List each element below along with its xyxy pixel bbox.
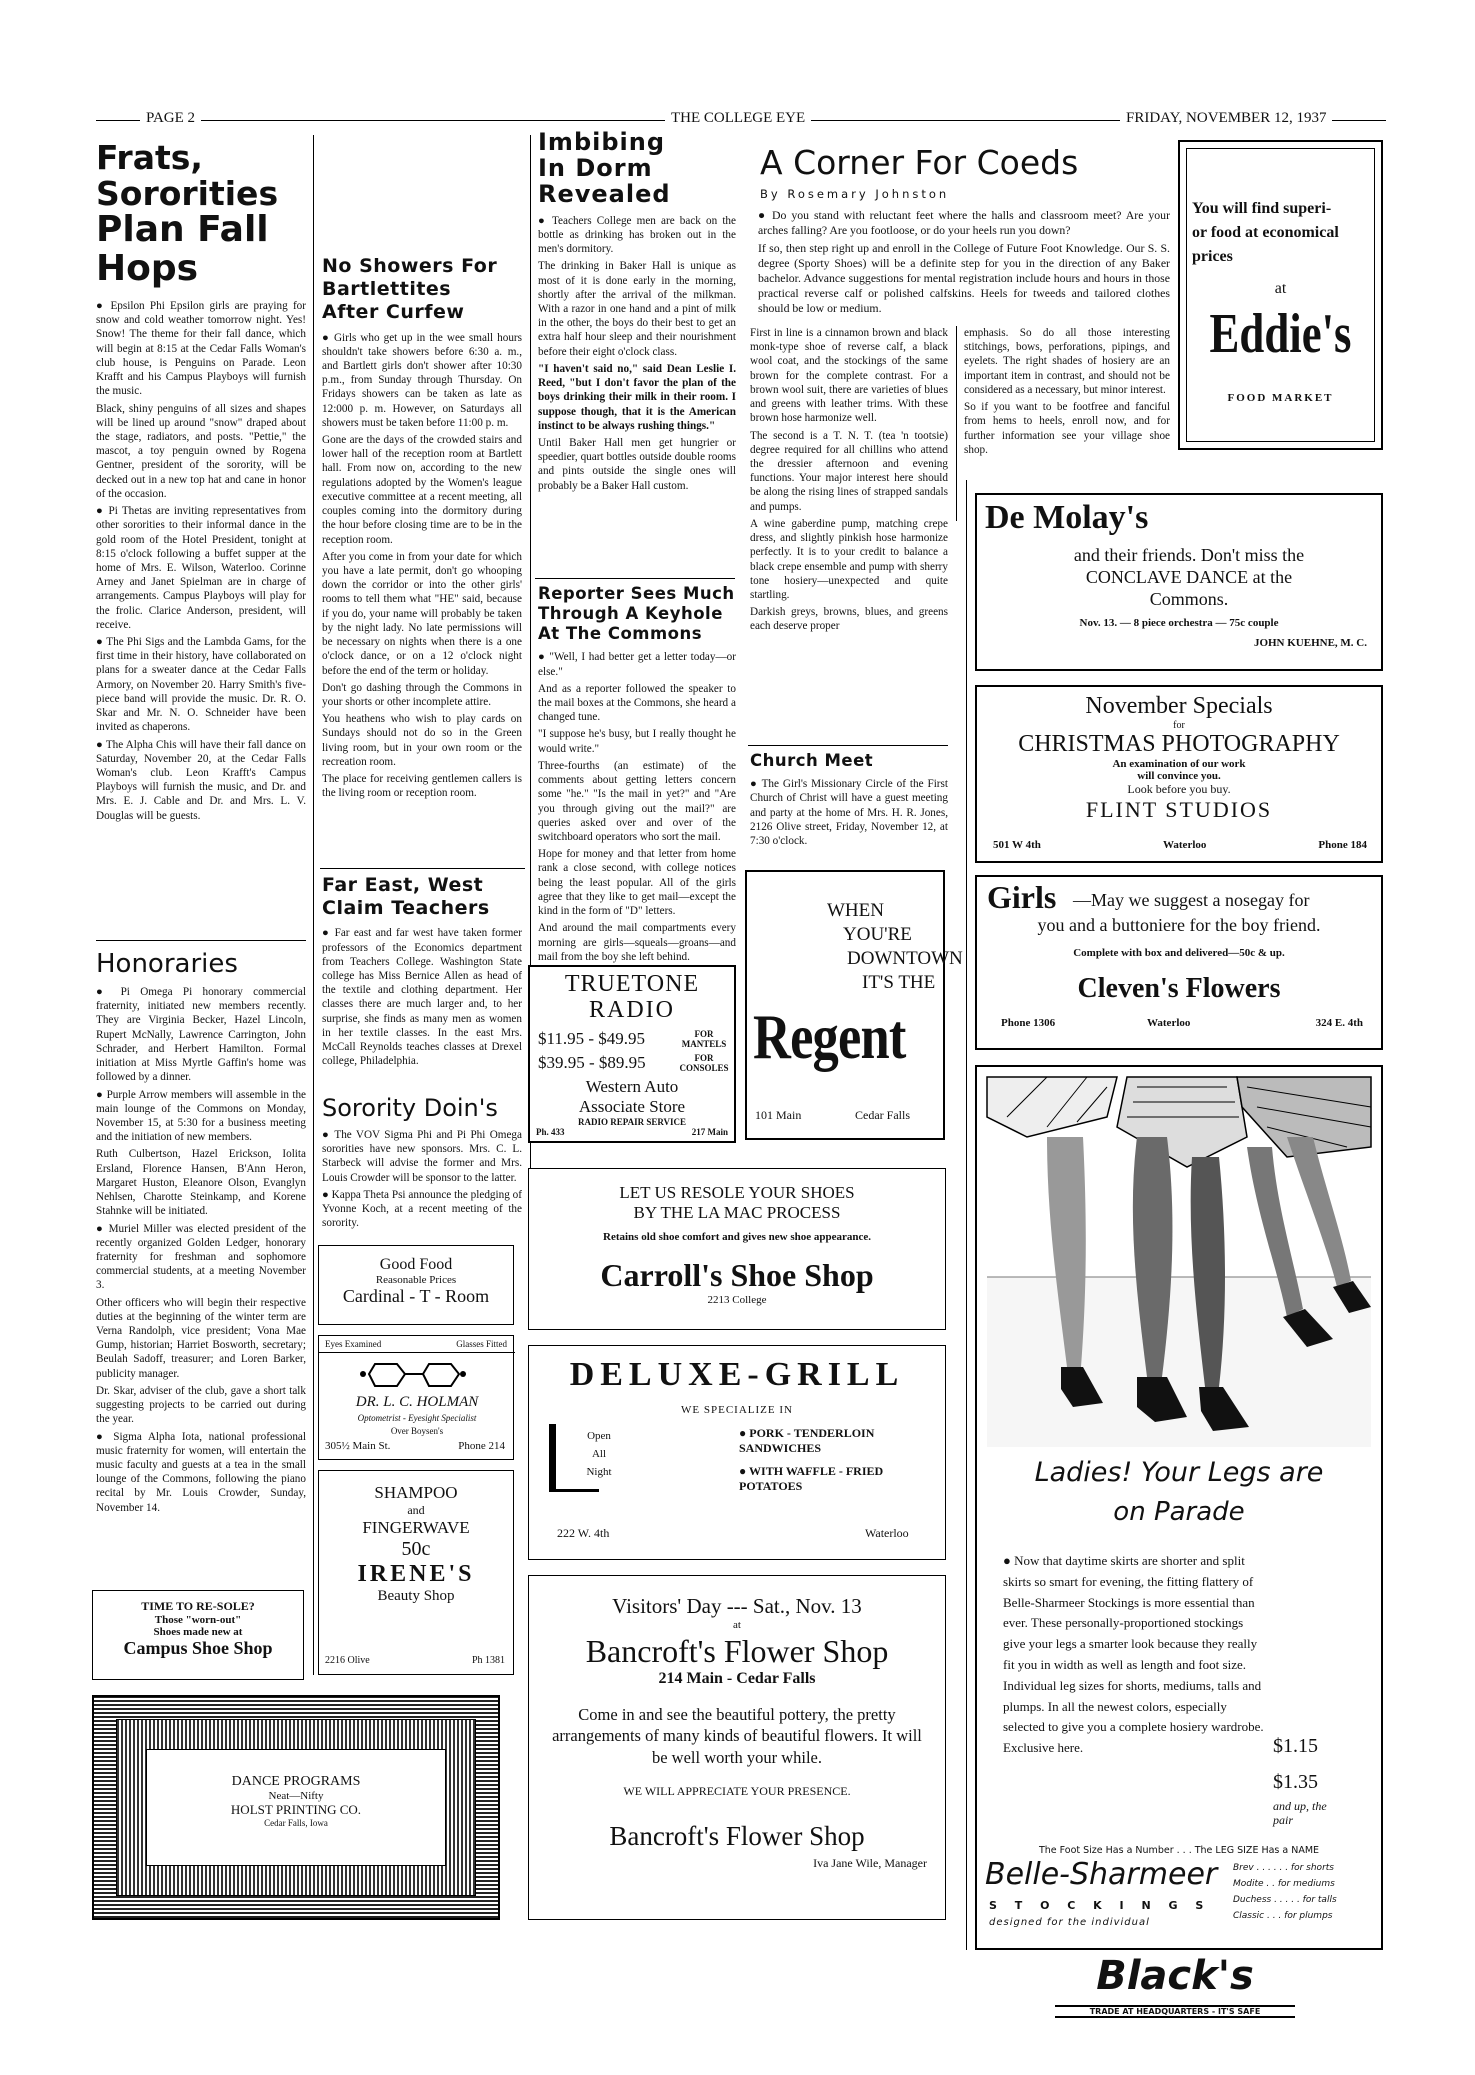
regent-line3: DOWNTOWN	[847, 948, 963, 969]
bancroft-at: at	[733, 1619, 741, 1631]
regent-ad	[745, 870, 963, 1140]
irene-name: IRENE'S	[357, 1561, 475, 1587]
bancroft-flower-ad	[528, 1575, 946, 1920]
frats-headline-2: Plan Fall Hops	[96, 209, 269, 290]
blacks-store-tag: TRADE AT HEADQUARTERS - IT'S SAFE	[1055, 2005, 1295, 2018]
deluxe-address: 222 W. 4th	[557, 1526, 610, 1540]
blacks-price2: $1.35	[1273, 1771, 1318, 1793]
eddies-line2: or food at economical	[1192, 224, 1339, 241]
showers-para-6: The place for receiving gentlemen callers is the living room or reception room.	[322, 773, 522, 800]
corner-para-6: Darkish greys, browns, blues, and greens each deserve proper	[750, 606, 948, 633]
deluxe-city: Waterloo	[865, 1526, 909, 1540]
imbibing-article	[538, 130, 736, 575]
reporter-para-3: "I suppose he's busy, but I really thought he would write."	[538, 728, 736, 755]
holman-phone: Phone 214	[458, 1440, 505, 1452]
blacks-body: ● Now that daytime skirts are shorter and split skirts so smart for evening, the fitting flattery of Belle-Sharmeer Stockings is more essential than ever. These personally-proportioned stockings give your legs a smarter look because they really fit you in width as well as length and foot size. Individual leg sizes for shorts, mediums, talls and plumps. In all the newest colors, especially selected to give you a complete hosiery wardrobe. Exclusive here.	[1003, 1553, 1264, 1756]
truetone-type2: FOR CONSOLES	[679, 1053, 729, 1073]
blacks-title-1: Ladies! Your Legs are	[1034, 1457, 1324, 1488]
campus-shoe-name: Campus Shoe Shop	[123, 1638, 273, 1658]
frats-para-2: Black, shiny penguins of all sizes and shapes will be lined up around "snow" draped about the stage, radiators, and posts. "Pettie," the mascot, a toy penguin owned by Rogena Gentner, president of the sorority, will be decked out in a new top hat and cane in honor of the occasion.	[96, 402, 306, 500]
corner-para-5: A wine gaberdine pump, matching crepe dress, and slightly pinkish hose harmonize perfectly. It is to your credit to balance a black crepe ensemble and pump with sherry tone hosiery—unexpected and quite startling.	[750, 517, 948, 601]
demolay-line1: and their friends. Don't miss the	[1073, 545, 1305, 565]
blacks-stockings: S T O C K I N G S	[989, 1899, 1211, 1912]
truetone-radio-ad	[528, 965, 736, 1143]
demolay-line4: Nov. 13. — 8 piece orchestra — 75c couple	[1079, 617, 1279, 629]
demolay-ad	[975, 493, 1383, 671]
campus-shoe-ad	[92, 1590, 304, 1680]
carroll-address: 2213 College	[707, 1294, 767, 1306]
holst-line4: Cedar Falls, Iowa	[264, 1818, 328, 1828]
corner-cont-1: emphasis. So do all those interesting stitchings, bows, perforations, pipings, and eyelets. The right shades of hosiery are an important item in contrast, and should not be considered as a necessary, but minor interest.	[964, 327, 1170, 396]
showers-headline-3: After Curfew	[322, 301, 465, 324]
regent-address: 101 Main	[755, 1108, 802, 1122]
irene-sub: Beauty Shop	[377, 1588, 455, 1604]
corner-byline: By Rosemary Johnston	[760, 187, 950, 201]
deluxe-item2-text: WITH WAFFLE - FRIED POTATOES	[739, 1464, 884, 1493]
imbibing-para-2: The drinking in Baker Hall is unique as most of it is done early in the morning, shortly after the arrival of the milkman. With a razor in one hand and a pint of milk in the other, the boys do their best to get an extra half hour sleep and their nourishment before their eight o'clock class.	[538, 260, 736, 358]
blacks-price-note: and up, the pair	[1273, 1799, 1327, 1828]
blacks-size-3: Duchess . . . . . for talls	[1233, 1895, 1337, 1905]
bancroft-line1: Visitors' Day --- Sat., Nov. 13	[612, 1594, 862, 1618]
issue-date: FRIDAY, NOVEMBER 12, 1937	[1120, 110, 1332, 127]
flint-line3: CHRISTMAS PHOTOGRAPHY	[1018, 731, 1340, 757]
showers-para-4: Don't go dashing through the Commons in your shorts or other incomplete attire.	[322, 681, 522, 708]
reporter-para-4: Three-fourths (an estimate) of the comments about getting letters concern some "he." "Is the mail in yet?" and "Are you through giving out the mail?" are queries asked over and over of the switchboard operators who sort the mail.	[538, 759, 736, 843]
honoraries-para-2: ● Purple Arrow members will assemble in the main lounge of the Commons on Monday, November 15, at 5:30 for a business meeting and the initiation of new members.	[96, 1088, 306, 1144]
showers-para-3: After you come in from your date for which you have a late permit, don't go whooping down the corridor or into the other girls' rooms to tell them what "HE" said, because if you do, your name will probably be taken by the night lady. No late permissions will be necessary on nights when there is a one o'clock dance, or on a 12 o'clock night before the end of the term or holiday.	[322, 550, 522, 677]
imbibing-headline-2: In Dorm	[538, 153, 653, 182]
frats-para-3: ● Pi Thetas are inviting representatives from other sororities to their informal dance in the gold room of the Hotel President, tonight at 8:15 o'clock following a buffet supper at the home of Mrs. E. Wilson, Waterloo. Corinne Arney and Janet Spielman are in charge of arrangements. Campus Playboys will play for the frolic. Clarice Anderson, president, will receive.	[96, 505, 306, 631]
bancroft-address: 214 Main - Cedar Falls	[658, 1670, 816, 1687]
honoraries-headline: Honoraries	[96, 949, 238, 979]
corner-col-left	[750, 326, 948, 741]
eddies-ad	[1178, 140, 1383, 450]
flint-city: Waterloo	[1163, 839, 1207, 851]
blacks-tagline: The Foot Size Has a Number . . . The LEG SIZE Has a NAME	[1038, 1845, 1320, 1856]
eddies-line1: You will find superi-	[1192, 200, 1332, 217]
holman-name: DR. L. C. HOLMAN	[355, 1394, 479, 1410]
truetone-line1: TRUETONE	[564, 971, 700, 997]
sorority-para-2: ● Kappa Theta Psi announce the pledging of Yvonne Koch, at a recent meeting of the sorority.	[322, 1188, 522, 1230]
deluxe-grill-ad	[528, 1345, 946, 1560]
holman-over: Over Boysen's	[390, 1426, 444, 1436]
frats-para-1: ● Epsilon Phi Epsilon girls are praying for snow and cold weather tomorrow night. Yes! Snow! The theme for their fall dance, which will begin at 8:15 at the Cedar Falls Woman's club house, is Penguins on Parade. Leon Krafft and his Campus Playboys will furnish the music.	[96, 300, 306, 398]
truetone-name1: Western Auto	[585, 1077, 679, 1096]
corner-para-3: First in line is a cinnamon brown and black monk-type shoe of reverse calf, a black wool coat, and the stockings of the same brown for the complete contrast. For a brown wool suit, there are varieties of blues and greens with leather trims. With these brown hose harmonize well.	[750, 327, 948, 425]
cleven-phone: Phone 1306	[1001, 1017, 1056, 1029]
deluxe-sub: WE SPECIALIZE IN	[681, 1404, 793, 1416]
cleven-address: 324 E. 4th	[1315, 1017, 1363, 1029]
imbibing-para-3: "I haven't said no," said Dean Leslie I. Reed, "but I don't favor the plan of the boys drinking their milk in their room. I suppose though, that it is the American instinct to be always rushing things."	[538, 362, 736, 432]
frats-article	[96, 140, 306, 930]
bancroft-manager: Iva Jane Wile, Manager	[813, 1856, 927, 1871]
blacks-brand: Belle-Sharmeer	[985, 1857, 1218, 1892]
bancroft-line2: WE WILL APPRECIATE YOUR PRESENCE.	[623, 1784, 851, 1799]
regent-line2: YOU'RE	[843, 924, 912, 945]
reporter-para-5: Hope for money and that letter from home rank a close second, with college notices being the least popular. All of the girls agree that they like to get mail—except the kind in the form of "D" letters.	[538, 848, 736, 918]
corner-para-1: ● Do you stand with reluctant feet where the halls and classroom meet? Are your arches falling? Are you footloose, or do your heels run you down?	[758, 208, 1170, 237]
demolay-name: De Molay's	[985, 499, 1149, 536]
deluxe-item1-text: PORK - TENDERLOIN SANDWICHES	[739, 1426, 875, 1455]
flint-address: 501 W 4th	[993, 839, 1041, 851]
regent-name: Regent	[753, 1001, 906, 1072]
honoraries-para-7: ● Sigma Alpha Iota, national professional music fraternity for women, will entertain the music faculty and guests at a tea in the small lounge of the Commons, following the piano recital by Mr. Louis Crowder, Sunday, November 14.	[96, 1430, 306, 1514]
deluxe-item2: ● WITH WAFFLE - FRIED POTATOES	[739, 1464, 884, 1493]
sorority-para-1: ● The VOV Sigma Phi and Pi Phi Omega sororities have new sponsors. Mrs. C. L. Starbeck will advise the former and Mrs. Louis Crowder will be sponsor to the latter.	[322, 1129, 522, 1184]
bancroft-name: Bancroft's Flower Shop	[585, 1633, 889, 1669]
showers-headline-2: Bartlettites	[322, 278, 452, 301]
honoraries-para-4: ● Muriel Miller was elected president of the recently organized Golden Ledger, honorary fraternity for freshman and sophomore commercial students, at a meeting November 3.	[96, 1222, 306, 1292]
legs-illustration	[987, 1077, 1371, 1447]
flint-line5: will convince you.	[1137, 770, 1221, 782]
cleven-line1: —May we suggest a nosegay for	[1073, 890, 1310, 910]
reporter-headline-2: Through A Keyhole	[538, 604, 723, 624]
reporter-para-2: And as a reporter followed the speaker to the mail boxes at the Commons, she heard a changed tune.	[538, 682, 736, 724]
showers-headline-1: No Showers For	[322, 255, 498, 277]
regent-line1: WHEN	[827, 900, 884, 921]
flint-line4: An examination of our work	[1112, 758, 1246, 770]
cardinal-t-room-ad	[318, 1245, 514, 1325]
irene-line3: FINGERWAVE	[362, 1518, 470, 1537]
imbibing-para-4: Until Baker Hall men get hungrier or speedier, quart bottles outside double rooms and pints outside the single ones will probably be a Baker Hall custom.	[538, 437, 736, 492]
sorority-article	[322, 1090, 522, 1240]
flint-studios-ad	[975, 685, 1383, 863]
frats-para-4: ● The Phi Sigs and the Lambda Gams, for the first time in their history, have collaborated on plans for a sweater dance at the Cedar Falls Armory, on November 20. Harry Smith's five-piece band will provide the music. Dr. R. O. Skar and Mr. N. O. Schneider have been invited as chaperons.	[96, 636, 306, 734]
blacks-title-2: on Parade	[1113, 1497, 1245, 1527]
holst-line1: DANCE PROGRAMS	[231, 1774, 361, 1789]
cleven-big: Girls	[987, 879, 1057, 915]
demolay-sign: JOHN KUEHNE, M. C.	[1253, 637, 1367, 649]
corner-para-4: The second is a T. N. T. (tea 'n tootsie) degree required for all chillins who attend the dressier afternoon and evening functions. Your major interest here should be along the rising lines of strapped sandals and pumps.	[750, 429, 948, 513]
deluxe-open1: Open	[587, 1430, 611, 1442]
holman-top-right: Glasses Fitted	[456, 1339, 507, 1349]
church-para-1: ● The Girl's Missionary Circle of the First Church of Christ will have a guest meeting and party at the home of Mrs. H. R. Jones, 2126 Olive street, Friday, November 12, at 7:30 o'clock.	[750, 778, 948, 847]
deluxe-item1: ● PORK - TENDERLOIN SANDWICHES	[739, 1426, 875, 1455]
blacks-stockings-ad	[975, 1065, 1383, 1950]
corner-lead	[758, 208, 1170, 316]
showers-para-2: Gone are the days of the crowded stairs and lower hall of the reception room at Bartlett hall. From now on, according to the new regulations adopted by the Women's league executive committee at a recent meeting, all couples coming into the dormitory during the hour before closing time are to be in the reception room.	[322, 434, 522, 546]
truetone-service: RADIO REPAIR SERVICE	[577, 1117, 687, 1127]
flint-line2: for	[1173, 720, 1185, 731]
cleven-line2: you and a buttoniere for the boy friend.	[1037, 915, 1321, 935]
reporter-article	[538, 584, 736, 963]
showers-para-5: You heathens who wish to play cards on Sundays should not do so in the Green living room, but in your own room or the recreation room.	[322, 713, 522, 768]
corner-cont-2: So if you want to be footfree and fanciful from hems to heels, enroll now, and for further information see your village shoe shop.	[964, 401, 1170, 456]
showers-para-1: ● Girls who get up in the wee small hours shouldn't take showers before 6:30 a. m., and Bartlett girls don't shower after 10:30 p.m., from Sunday through Thursday. On Fridays showers can be taken as late as 12:000 p. m. However, on Saturdays all showers must be taken before 11:00 p. m.	[322, 331, 522, 429]
frats-para-5: ● The Alpha Chis will have their fall dance on Saturday, November 20, at the Cedar Falls Woman's club. Leon Krafft's Campus Playboys will furnish the music, and Dr. and Mrs. E. J. Cable and Dr. and Mrs. L. V. Douglas will be guests.	[96, 738, 306, 822]
campus-shoe-line3: Shoes made new at	[153, 1626, 243, 1638]
carroll-line1: LET US RESOLE YOUR SHOES	[619, 1183, 855, 1202]
imbibing-para-1: ● Teachers College men are back on the bottle as drinking has broken out in the men's dormitory.	[538, 214, 736, 256]
honoraries-para-3: Ruth Culbertson, Hazel Erickson, Iolita Ersland, Florence Hansen, B'Ann Heron, Margaret Huston, Eleanore Olson, Evanglyn Nehlsen, Charotte Steinkamp, and Korene Stahnke will be initiated.	[96, 1148, 306, 1218]
blacks-price1: $1.15	[1273, 1735, 1318, 1757]
campus-shoe-line2: Those "worn-out"	[154, 1614, 242, 1626]
honoraries-para-6: Dr. Skar, adviser of the club, gave a short talk suggesting projects to be carried out during the year.	[96, 1384, 306, 1426]
irenes-ad	[318, 1470, 514, 1675]
holst-printing-ad	[92, 1695, 500, 1920]
blacks-size-1: Brev . . . . . . for shorts	[1233, 1863, 1334, 1873]
flint-name: FLINT STUDIOS	[1085, 797, 1273, 822]
showers-article	[322, 255, 522, 865]
flint-line1: November Specials	[1085, 693, 1273, 719]
imbibing-headline-3: Revealed	[538, 179, 671, 208]
truetone-price1: $11.95 - $49.95	[538, 1029, 646, 1048]
fareast-headline-2: Claim Teachers	[322, 897, 490, 920]
deluxe-name: DELUXE-GRILL	[569, 1356, 905, 1393]
holman-address: 305½ Main St.	[325, 1440, 391, 1452]
flint-phone: Phone 184	[1318, 839, 1367, 851]
fareast-para-1: ● Far east and far west have taken former professors of the Economics department from Teachers College. Washington State college has Miss Bernice Allen as head of the textile and clothing department. Her classes there are much larger and, to her surprise, she finds as many men as women in her textile classes. In the east Mrs. McCall Reynolds teaches classes at Drexel college, Philadelphia.	[322, 927, 522, 1068]
reporter-headline-3: At The Commons	[538, 624, 703, 644]
cleven-city: Waterloo	[1147, 1017, 1191, 1029]
truetone-name2: Associate Store	[578, 1097, 686, 1116]
blacks-logo: Black's	[1096, 1953, 1254, 1999]
eddies-name: Eddie's	[1209, 303, 1352, 365]
carroll-shoe-ad	[528, 1168, 946, 1330]
honoraries-article	[96, 945, 306, 1580]
glasses-icon	[367, 1358, 467, 1390]
truetone-type1: FOR MANTELS	[681, 1029, 727, 1049]
truetone-price2: $39.95 - $89.95	[538, 1053, 646, 1072]
fareast-article	[322, 874, 522, 1089]
church-headline: Church Meet	[750, 751, 874, 770]
carroll-line2: BY THE LA MAC PROCESS	[633, 1203, 841, 1222]
reporter-headline-1: Reporter Sees Much	[538, 584, 735, 603]
blacks-size-4: Classic . . . for plumps	[1233, 1911, 1333, 1921]
carroll-name: Carroll's Shoe Shop	[600, 1257, 874, 1293]
reporter-para-6: And around the mail compartments every morning are girls—squeals—groans—and mail from the boy she left behind.	[538, 922, 736, 963]
honoraries-para-5: Other officers who will begin their respective duties at the beginning of the winter term are Verna Randolph, vice president; Vona Mae Gump, historian; Harriet Bosworth, secretary; Beulah Sadoff, treasurer; and Loren Barker, publicity manager.	[96, 1296, 306, 1380]
clevens-flowers-ad	[975, 875, 1383, 1050]
flint-line6: Look before you buy.	[1127, 782, 1231, 796]
truetone-address: 217 Main	[691, 1127, 728, 1137]
deluxe-open2: All	[591, 1448, 607, 1460]
truetone-phone: Ph. 433	[536, 1127, 565, 1137]
carroll-line3: Retains old shoe comfort and gives new shoe appearance.	[603, 1231, 871, 1243]
goodfood-line2: Reasonable Prices	[375, 1274, 457, 1286]
eddies-sub: FOOD MARKET	[1227, 392, 1334, 404]
holst-line3: HOLST PRINTING CO.	[230, 1802, 362, 1817]
irene-line2: and	[407, 1503, 425, 1517]
irene-price: 50c	[401, 1538, 431, 1560]
regent-city: Cedar Falls	[855, 1108, 910, 1122]
honoraries-para-1: ● Pi Omega Pi honorary commercial fraternity, initiated new members recently. They are Virginia Becker, Hazel Lincoln, Rupert McNally, Lawrence Carrington, John Schrader, and Herbert Hamilton. Formal initiation at Miss Myrtle Gaffin's home was followed by a dinner.	[96, 986, 306, 1084]
church-article	[750, 751, 948, 866]
goodfood-line1: Good Food	[379, 1256, 453, 1273]
corner-para-2a: If so, then step right up and enroll in the College of Future Foot Knowledge. Our S. S. degree (Sporty Shoes) will be a definite step for you in the direction of any Baker bachelor. Advance suggestions for mental registration include hours and hours in those practical reverse calf or polished calfskins. Heels for tweeds and tailored clothes should be low or medium.	[758, 240, 1170, 315]
demolay-line2: CONCLAVE DANCE at the	[1085, 567, 1293, 587]
blacks-designed: designed for the individual	[989, 1917, 1150, 1928]
holman-top-left: Eyes Examined	[325, 1339, 382, 1349]
frats-headline-1: Frats, Sororities	[96, 138, 279, 213]
corner-col-right	[964, 326, 1170, 521]
regent-line4: IT'S THE	[862, 972, 936, 993]
irene-phone: Ph 1381	[471, 1655, 505, 1666]
cleven-name: Cleven's Flowers	[1077, 973, 1281, 1004]
blacks-size-2: Modite . . for mediums	[1233, 1879, 1335, 1889]
holst-line2: Neat—Nifty	[268, 1790, 324, 1802]
demolay-line3: Commons.	[1149, 589, 1229, 609]
cleven-line3: Complete with box and delivered—50c & up.	[1073, 947, 1285, 959]
truetone-line2: RADIO	[589, 997, 675, 1023]
goodfood-name: Cardinal - T - Room	[342, 1286, 490, 1306]
eddies-at: at	[1274, 280, 1287, 297]
bancroft-name2: Bancroft's Flower Shop	[609, 1821, 865, 1852]
holman-ad	[318, 1335, 514, 1460]
reporter-para-1: ● "Well, I had better get a letter today—or else."	[538, 651, 736, 678]
sorority-headline: Sorority Doin's	[322, 1094, 498, 1122]
eddies-line3: prices	[1192, 248, 1233, 265]
campus-shoe-line1: TIME TO RE-SOLE?	[141, 1599, 255, 1613]
irene-address: 2216 Olive	[325, 1655, 370, 1666]
page-number: PAGE 2	[140, 110, 201, 127]
corner-headline: A Corner For Coeds	[760, 143, 1079, 182]
irene-line1: SHAMPOO	[374, 1483, 458, 1502]
deluxe-open3: Night	[586, 1466, 612, 1478]
holman-title: Optometrist - Eyesight Specialist	[357, 1413, 477, 1423]
bancroft-body: Come in and see the beautiful pottery, the pretty arrangements of many kinds of beautiful flowers. It will be well worth your while.	[552, 1705, 922, 1767]
paper-name: THE COLLEGE EYE	[665, 110, 811, 127]
fareast-headline-1: Far East, West	[322, 874, 484, 896]
imbibing-headline-1: Imbibing	[538, 128, 666, 156]
